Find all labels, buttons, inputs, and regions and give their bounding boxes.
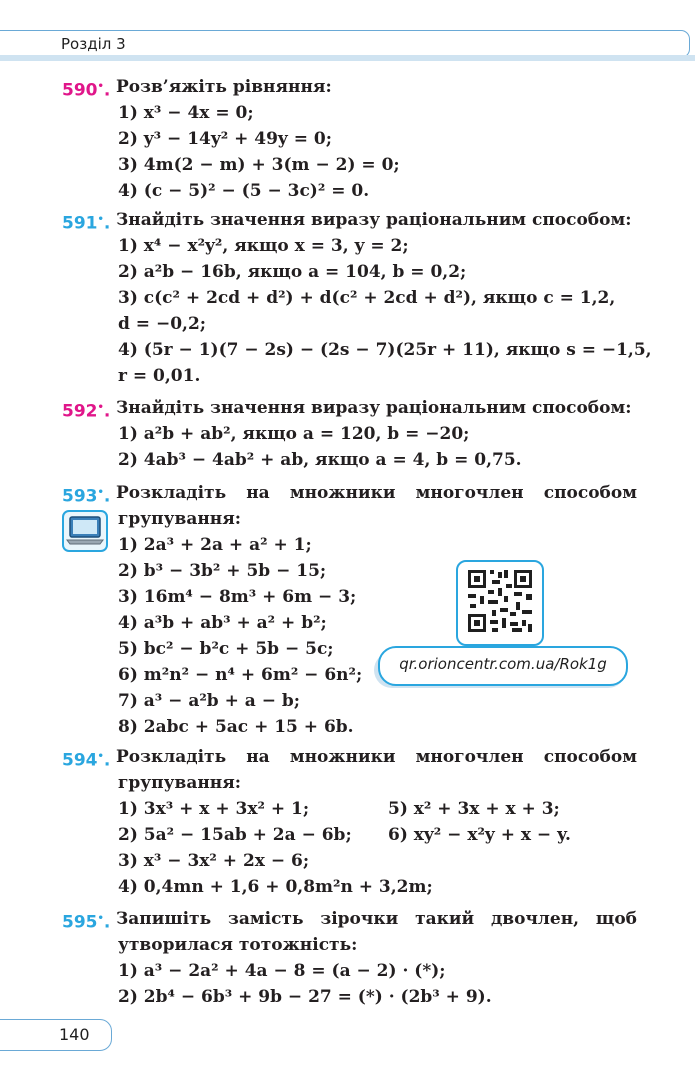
problem-number: 595•. (62, 912, 111, 933)
item: 2) y³ − 14y² + 49y = 0; (118, 129, 332, 149)
problem-prompt: Запишіть замість зірочки такий двочлен, щоб (116, 909, 637, 929)
problem-593 (62, 480, 637, 740)
qr-code-card[interactable] (456, 560, 544, 646)
item: 1) 3x³ + x + 3x² + 1; (118, 799, 310, 819)
item: 4) (c − 5)² − (5 − 3c)² = 0. (118, 181, 370, 201)
section-header (0, 30, 690, 58)
item: 3) x³ − 3x² + 2x − 6; (118, 851, 310, 871)
item: 5) x² + 3x + x + 3; (388, 799, 560, 819)
problem-number: 591•. (62, 213, 111, 234)
item: 6) xy² − x²y + x − y. (388, 825, 571, 845)
problem-592 (62, 395, 637, 473)
item: 4) 0,4mn + 1,6 + 0,8m²n + 3,2m; (118, 877, 433, 897)
item: 1) x⁴ − x²y², якщо x = 3, y = 2; (118, 236, 409, 256)
item: 8) 2abc + 5ac + 15 + 6b. (118, 717, 354, 737)
problem-591 (62, 207, 652, 389)
page-number: 140 (59, 1025, 90, 1044)
item: 3) 4m(2 − m) + 3(m − 2) = 0; (118, 155, 400, 175)
item: 3) c(c² + 2cd + d²) + d(c² + 2cd + d²), якщо c = 1,2, (118, 288, 616, 308)
qr-code-icon (458, 562, 542, 644)
item: 2) 5a² − 15ab + 2a − 6b; (118, 825, 352, 845)
problem-number: 592•. (62, 401, 111, 422)
problem-prompt: Розкладіть на множники многочлен способом (116, 747, 637, 767)
item: 4) (5r − 1)(7 − 2s) − (2s − 7)(25r + 11), якщо s = −1,5, (118, 340, 652, 360)
problem-number: 593•. (62, 486, 111, 507)
qr-link[interactable]: qr.orioncentr.com.ua/Rok1g (399, 655, 607, 673)
computer-icon[interactable] (62, 510, 108, 552)
qr-link-pill[interactable] (378, 646, 628, 686)
item: групування: (118, 773, 242, 793)
problem-594 (62, 744, 637, 900)
item: 2) 4ab³ − 4ab² + ab, якщо a = 4, b = 0,75. (118, 450, 522, 470)
section-title: Розділ 3 (61, 35, 126, 53)
item: 6) m²n² − n⁴ + 6m² − 6n²; (118, 665, 363, 685)
problem-prompt: Розкладіть на множники многочлен способом (116, 483, 637, 503)
item: d = −0,2; (118, 314, 207, 334)
item: 1) a²b + ab², якщо a = 120, b = −20; (118, 424, 470, 444)
item: 2) a²b − 16b, якщо a = 104, b = 0,2; (118, 262, 467, 282)
problem-590 (62, 74, 637, 204)
item: групування: (118, 509, 242, 529)
problem-prompt: Знайдіть значення виразу раціональним способом: (116, 398, 632, 418)
item: 3) 16m⁴ − 8m³ + 6m − 3; (118, 587, 357, 607)
item: 1) x³ − 4x = 0; (118, 103, 254, 123)
problem-prompt: Знайдіть значення виразу раціональним способом: (116, 210, 632, 230)
item: 4) a³b + ab³ + a² + b²; (118, 613, 327, 633)
item: 2) b³ − 3b² + 5b − 15; (118, 561, 327, 581)
item: утворилася тотожність: (118, 935, 358, 955)
header-bar (0, 55, 695, 61)
item: 5) bc² − b²c + 5b − 5c; (118, 639, 334, 659)
item: r = 0,01. (118, 366, 201, 386)
item: 1) 2a³ + 2a + a² + 1; (118, 535, 312, 555)
problem-number: 590•. (62, 80, 111, 101)
item: 1) a³ − 2a² + 4a − 8 = (a − 2) · (*); (118, 961, 446, 981)
problem-number: 594•. (62, 750, 111, 771)
problem-prompt: Розв’яжіть рівняння: (116, 77, 332, 97)
item: 7) a³ − a²b + a − b; (118, 691, 301, 711)
item: 2) 2b⁴ − 6b³ + 9b − 27 = (*) · (2b³ + 9). (118, 987, 492, 1007)
problem-595 (62, 906, 637, 1010)
page-number-tab (0, 1019, 112, 1051)
